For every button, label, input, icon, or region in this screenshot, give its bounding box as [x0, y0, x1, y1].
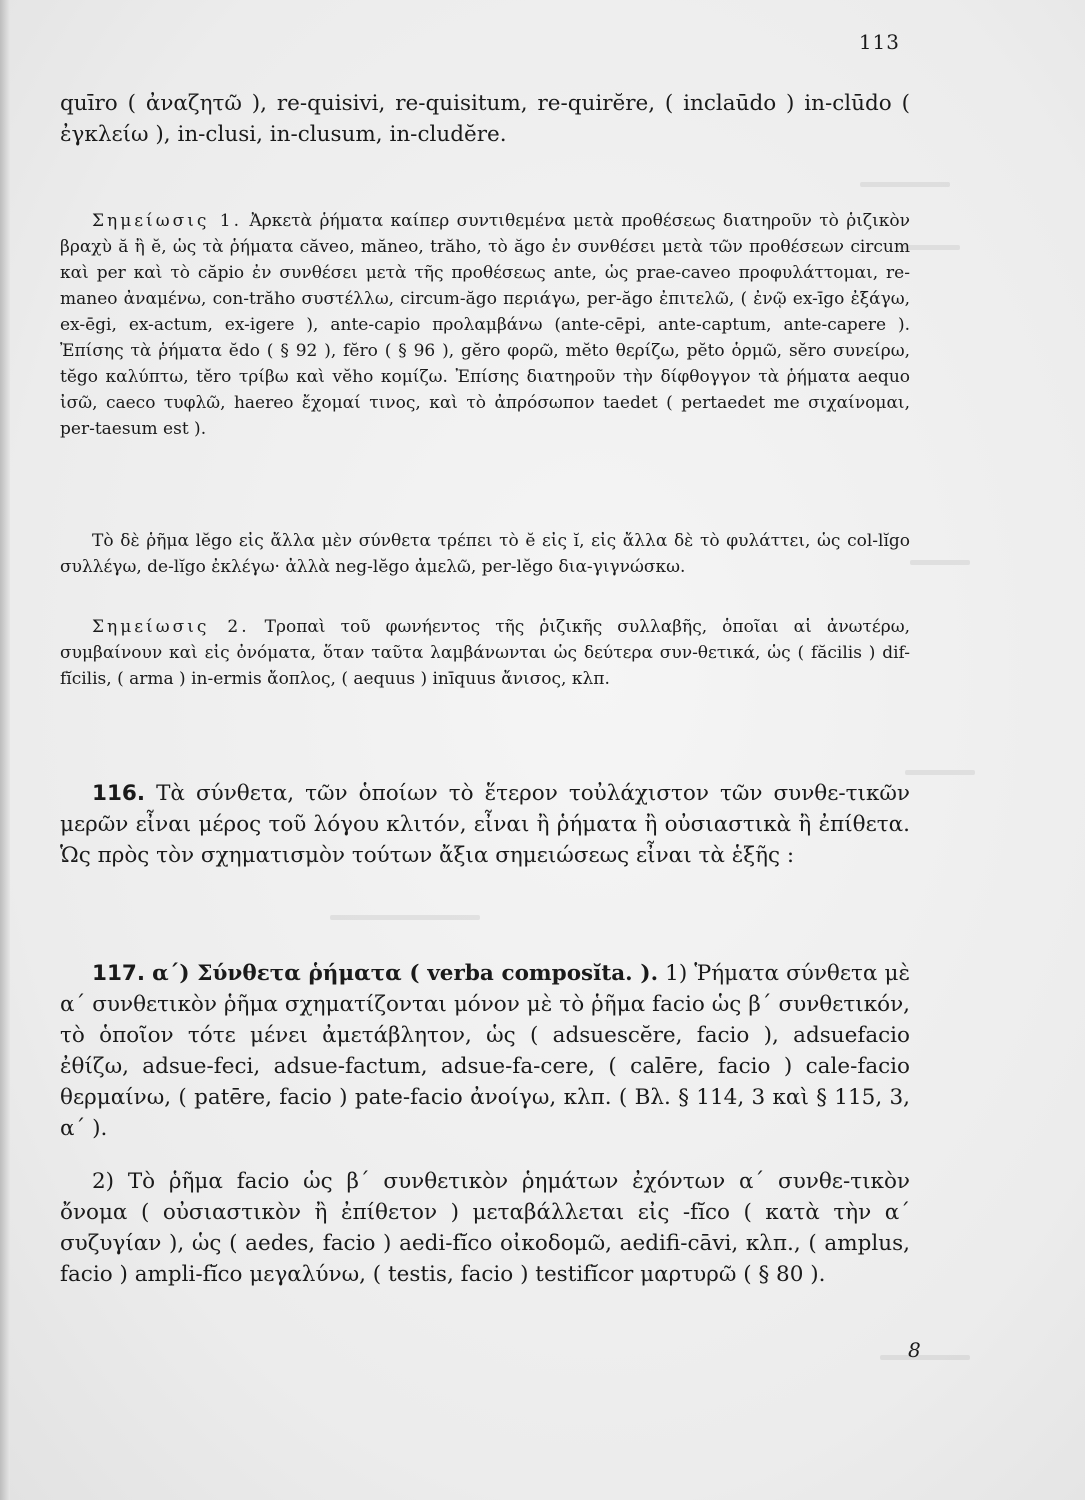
- bleed-through-mark: [330, 915, 480, 920]
- bleed-through-mark: [905, 770, 975, 775]
- note-1-continuation: Τὸ δὲ ῥῆμα lĕgo εἰς ἄλλα μὲν σύνθετα τρέπει τὸ ĕ εἰς ĭ, εἰς ἄλλα δὲ τὸ φυλάττει, ὡς col-lĭgo συλλέγω, de-lĭgo ἐκλέγω· ἀλλὰ neg-lĕgo ἀμελῶ, per-lĕgo δια-γιγνώσκω.: [60, 531, 910, 577]
- bleed-through-mark: [880, 1355, 970, 1360]
- note-2-text: Τροπαὶ τοῦ φωνήεντος τῆς ῥιζικῆς συλλαβῆς, ὁποῖαι αἱ ἀνωτέρω, συμβαίνουν καὶ εἰς ὀνόματα, ὅταν ταῦτα λαμβάνωνται ὡς δεύτερα συν-θετικά, ὡς ( făcilis ) dif-fĭcilis, ( arma ) in-ermis ἄοπλος, ( aequus ) inīquus ἄνισος, κλπ.: [60, 617, 910, 689]
- section-117-text: 1) Ῥήματα σύνθετα μὲ α΄ συνθετικὸν ῥῆμα σχηματίζονται μόνον μὲ τὸ ῥῆμα facio ὡς β΄ συνθετικόν, τὸ ὁποῖον τότε μένει ἀμετάβλητον, ὡς ( adsuescĕre, facio ), adsuefacio ἐθίζω, adsue-feci, adsue-factum, adsue-fa-cere, ( calēre, facio ) cale-facio θερμαίνω, ( patēre, facio ) pate-facio ἀνοίγω, κλπ. ( Βλ. § 114, 3 καὶ § 115, 3, α΄ ).: [60, 961, 911, 1141]
- signature-mark: 8: [908, 1338, 921, 1362]
- bleed-through-mark: [860, 182, 950, 187]
- note-1-label: Σημείωσις 1.: [92, 211, 243, 231]
- note-2-label: Σημείωσις 2.: [92, 617, 250, 637]
- paragraph-continuation: quīro ( ἀναζητῶ ), re-quisivi, re-quisitum, re-quirĕre, ( inclaūdo ) in-clūdo ( ἐγκλείω ), in-clusi, in-clusum, in-cludĕre.: [60, 91, 910, 147]
- section-117-number: 117.: [92, 961, 146, 986]
- section-117-heading: α΄) Σύνθετα ῥήματα ( verba composĭta. ).: [152, 961, 659, 986]
- note-2: [60, 614, 910, 692]
- bleed-through-mark: [910, 560, 970, 565]
- note-1: [60, 208, 910, 442]
- page-number: 113: [858, 30, 900, 54]
- note-1-text: Ἀρκετὰ ῥήματα καίπερ συντιθεμένα μετὰ προθέσεως διατηροῦν τὸ ῥιζικὸν βραχὺ ă ἢ ĕ, ὡς τὰ ῥήματα căveo, măneo, trăho, τὸ ăgo ἐν συνθέσει μετὰ τῶν προθέσεων circum καὶ per καὶ τὸ căpio ἐν συνθέσει μετὰ τῆς προθέσεως ante, ὡς prae-caveo προφυλάττομαι, re-maneo ἀναμένω, con-trăho συστέλλω, circum-ăgo περιάγω, per-ăgo ἐπιτελῶ, ( ἐνῷ ex-īgo ἐξάγω, ex-ēgi, ex-actum, ex-igere ), ante-capio προλαμβάνω (ante-cēpi, ante-captum, ante-capere ). Ἐπίσης τὰ ῥήματα ĕdo ( § 92 ), fĕro ( § 96 ), gĕro φορῶ, mĕto θερίζω, pĕto ὁρμῶ, sĕro συνείρω, tĕgo καλύπτω, tĕro τρίβω καὶ vĕho κομίζω. Ἐπίσης διατηροῦν τὴν δίφθογγον τὰ ῥήματα aequo ἰσῶ, caeco τυφλῶ, haereo ἔχομαί τινος, καὶ τὸ ἀπρόσωπον taedet ( pertaedet me σιχαίνομαι, per-taesum est ).: [60, 211, 910, 439]
- section-116-text: Τὰ σύνθετα, τῶν ὁποίων τὸ ἕτερον τοὐλάχιστον τῶν συνθε-τικῶν μερῶν εἶναι μέρος τοῦ λόγου κλιτόν, εἶναι ἢ ῥήματα ἢ οὐσιαστικὰ ἢ ἐπίθετα. Ὡς πρὸς τὸν σχηματισμὸν τούτων ἄξια σημειώσεως εἶναι τὰ ἑξῆς :: [60, 781, 910, 868]
- section-117: [60, 958, 910, 1144]
- page-edge-shadow: [0, 0, 10, 1500]
- section-117-part-2: 2) Τὸ ῥῆμα facio ὡς β΄ συνθετικὸν ῥημάτων ἐχόντων α΄ συνθε-τικὸν ὄνομα ( οὐσιαστικὸν ἢ ἐπίθετον ) μεταβάλλεται εἰς -fĭco ( κατὰ τὴν α΄ συζυγίαν ), ὡς ( aedes, facio ) aedi-fĭco οἰκοδομῶ, aedifi-cāvi, κλπ., ( amplus, facio ) ampli-fĭco μεγαλύνω, ( testis, facio ) testifĭcor μαρτυρῶ ( § 80 ).: [60, 1169, 910, 1287]
- section-116-number: 116.: [92, 781, 146, 806]
- section-116: [60, 778, 910, 871]
